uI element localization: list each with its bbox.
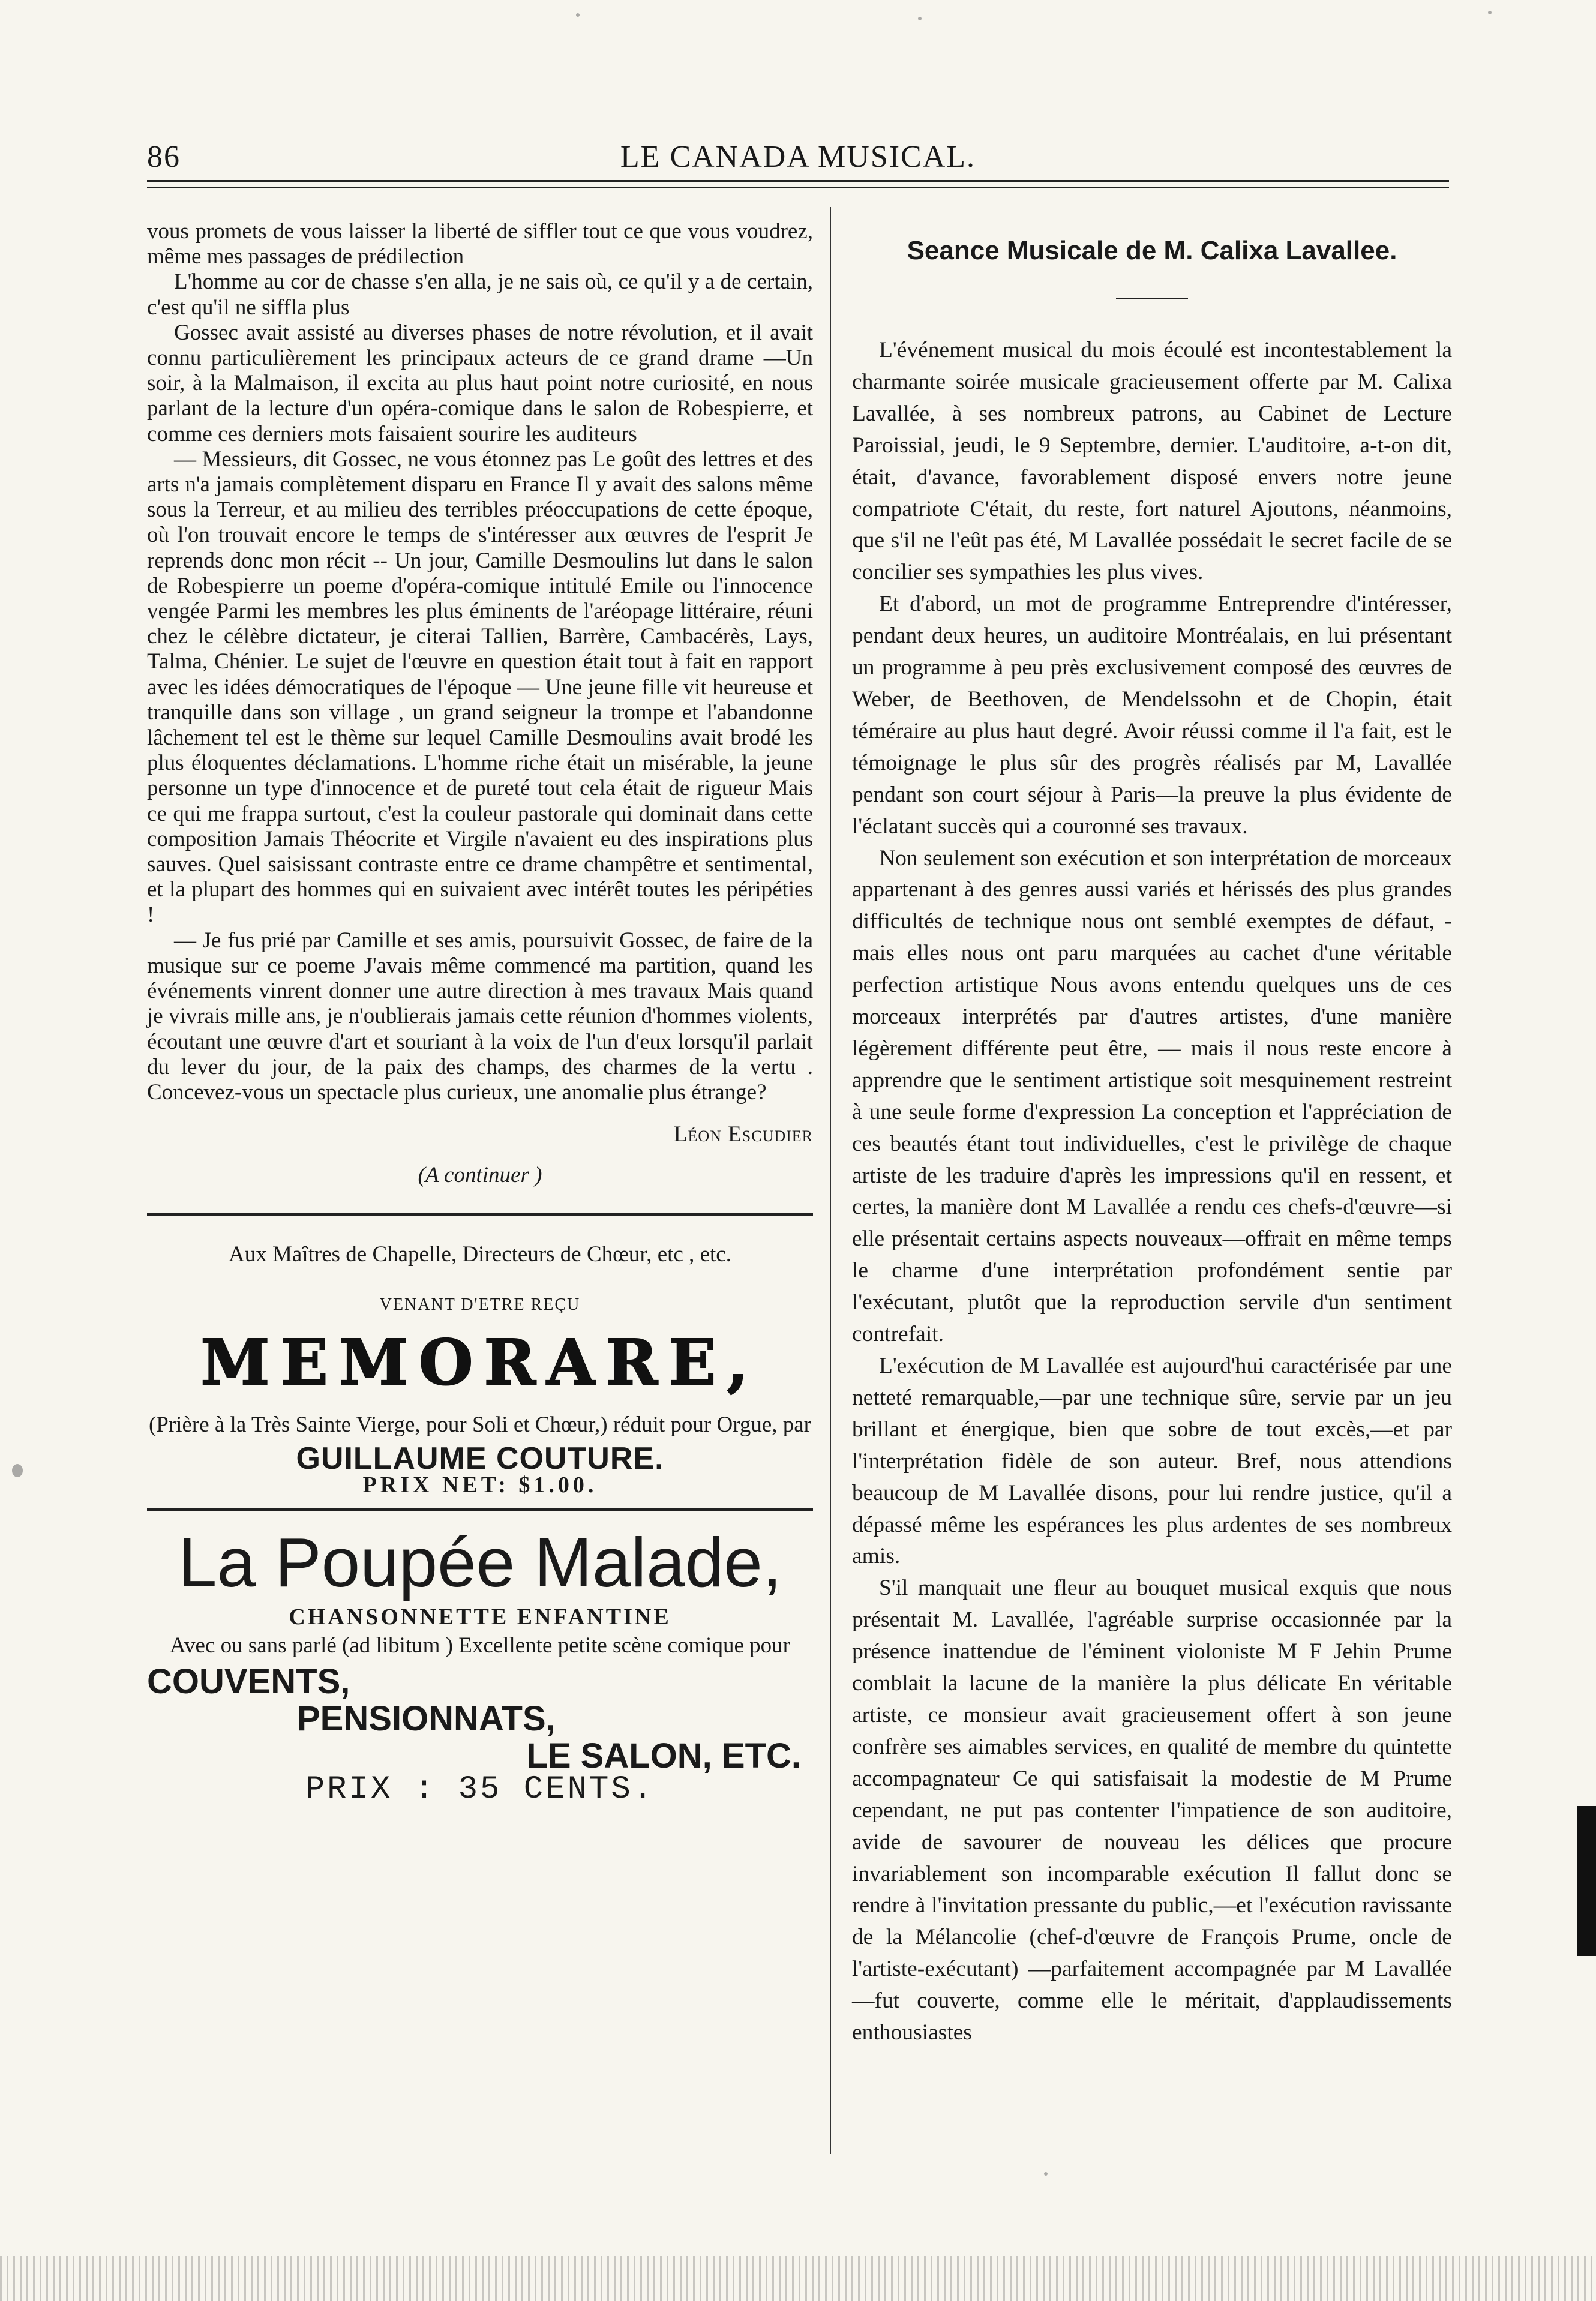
ad-price-poupee: PRIX : 35 CENTS.	[305, 1771, 655, 1808]
left-column	[147, 219, 813, 1808]
ad-rule	[147, 1508, 813, 1511]
paragraph: Gossec avait assisté au diverses phases de notre révolution, et il avait connu particulièrement les principaux acteurs de ce grand drame —Un soir, à la Malmaison, il excita au plus haut point notre curiosité, en nous parlant de la lecture d'un opéra-comique dans le salon de Robespierre, et comme ces derniers mots faisaient sourire les auditeurs	[147, 320, 813, 446]
scan-edge-mark	[1577, 1806, 1596, 1956]
scan-bottom-noise	[0, 2256, 1596, 2301]
to-be-continued: (A continuer )	[418, 1163, 542, 1188]
ad-priere: (Prière à la Très Sainte Vierge, pour Soli et Chœur,) réduit pour Orgue, par	[148, 1412, 812, 1437]
paragraph: L'exécution de M Lavallée est aujourd'hui caractérisée par une netteté remarquable,—par une technique sûre, servie par un jeu brillant et énergique, bien que sobre de tout excès,—et par l'interprétation fidèle de son auteur. Bref, nous attendions beaucoup de M Lavallée disons, pour lui rendre justice, qu'il a dépassé même les espérances les plus ardentes de ses nombreux amis.	[852, 1354, 1452, 1569]
paragraph: vous promets de vous laisser la liberté de siffler tout ce que vous voudrez, même mes passages de prédilection	[147, 219, 813, 269]
paragraph: Non seulement son exécution et son interprétation de morceaux appartenant à des genres aussi variés et hérissés des plus grandes difficultés de technique nous ont semblé exemptes de défaut, - mais elles nous ont paru marquées au cachet d'une véritable perfection artistique Nous avons entendu quelques uns de ces morceaux interprétés par d'autres artistes, d'une manière légèrement différente peut être, — mais il nous reste encore à apprendre que le sentiment artistique soit mesquinement restreint à une seule forme d'expression La conception et l'appréciation de ces beautés étant tout individuelles, c'est le privilège de chaque artiste de les traduire d'après les impressions qu'il en ressent, et certes, la manière dont M Lavallée a rendu ces chefs-d'œuvre—si elle présentait certains aspects nouveaux—offrait en même temps le charme d'une interprétation profondément sentie par l'exécutant, plutôt que la reproduction servile d'un sentiment contrefait.	[852, 845, 1452, 1347]
scan-speck	[576, 13, 580, 17]
scan-speck	[12, 1464, 23, 1477]
ad-place: COUVENTS,	[147, 1661, 350, 1701]
ad-price: PRIX NET: $1.00.	[362, 1472, 598, 1498]
article-title: Seance Musicale de M. Calixa Lavallee.	[907, 236, 1397, 265]
running-header	[147, 132, 1449, 180]
ad-venant: VENANT D'ETRE REÇU	[379, 1295, 581, 1314]
header-rule	[147, 180, 1449, 182]
journal-title: LE CANADA MUSICAL.	[620, 140, 976, 174]
ad-composer: GUILLAUME COUTURE.	[296, 1441, 664, 1477]
ad-memorare-title: MEMORARE,	[200, 1325, 760, 1399]
ad-places	[147, 1663, 813, 1775]
ad-description: Avec ou sans parlé (ad libitum ) Excellente petite scène comique pour	[170, 1633, 790, 1658]
ad-place: PENSIONNATS,	[297, 1699, 556, 1738]
advertisement	[147, 1241, 813, 1808]
paragraph: — Messieurs, dit Gossec, ne vous étonnez pas Le goût des lettres et des arts n'a jamais complètement disparu en France Il y avait des salons même sous la Terreur, et au milieu des terribles préoccupations de cette époque, où l'on trouvait encore le temps de s'intéresser aux œuvres de l'esprit Je reprends donc mon récit -- Un jour, Camille Desmoulins lut dans le salon de Robespierre un poeme d'opéra-comique intitulé Emile ou l'innocence vengée Parmi les membres les plus éminents de l'aréopage littéraire, réuni chez le célèbre dictateur, je citerai Tallien, Barrère, Cambacérès, Lays, Talma, Chénier. Le sujet de l'œuvre en question était tout à fait en rapport avec les idées démocratiques de l'époque — Une jeune fille vit heureuse et tranquille dans son village , un grand seigneur la trompe et l'abandonne lâchement tel est le thème sur lequel Camille Desmoulins avait brodé les plus éloquentes déclamations. L'homme riche était un misérable, la jeune personne un type d'innocence et de pureté tout cela était de rigueur Mais ce qui me frappa surtout, c'est la couleur pastorale qui dominait dans cette composition Jamais Théocrite et Virgile n'avaient eu des inspirations plus sauves. Quel saisissant contraste entre ce drame champêtre et sentimental, et la plupart des hommes qui en suivaient avec intérêt toutes les péripéties !	[147, 446, 813, 928]
column-divider	[830, 207, 831, 2154]
ad-place: LE SALON, ETC.	[526, 1736, 801, 1775]
title-rule	[1116, 298, 1188, 299]
ad-chansonnette: CHANSONNETTE ENFANTINE	[289, 1604, 671, 1630]
author-signature: Léon Escudier	[673, 1122, 813, 1147]
header-rule-thin	[147, 187, 1449, 188]
paragraph: L'homme au cor de chasse s'en alla, je ne sais où, ce qu'il y a de certain, c'est qu'il ne siffla plus	[147, 269, 813, 320]
ad-poupee-title: La Poupée Malade,	[178, 1523, 782, 1601]
right-column	[852, 216, 1452, 2049]
ad-addressees: Aux Maîtres de Chapelle, Directeurs de Chœur, etc , etc.	[229, 1241, 731, 1267]
paragraph: Et d'abord, un mot de programme Entreprendre d'intéresser, pendant deux heures, un auditoire Montréalais, en lui présentant un programme à peu près exclusivement composé des œuvres de Weber, de Beethoven, de Mendelssohn et de Chopin, était téméraire au plus haut degré. Avoir réussi comme il l'a fait, est le témoignage le plus sûr des progrès réalisés par M, Lavallée pendant son court séjour à Paris—la preuve la plus évidente de l'éclatant succès qui a couronné ses travaux.	[852, 592, 1452, 839]
paragraph: L'événement musical du mois écoulé est incontestablement la charmante soirée musicale gracieusement offerte par M. Calixa Lavallée, à ses nombreux patrons, au Cabinet de Lecture Paroissial, jeudi, le 9 Septembre, dernier. L'auditoire, a-t-on dit, était, d'avance, favorablement disposé envers notre jeune compatriote C'était, du reste, fort naturel Ajoutons, néanmoins, que s'il ne l'eût pas été, M Lavallée possédait le secret facile de se concilier ses sympathies les plus vives.	[852, 338, 1452, 585]
scan-speck	[1488, 11, 1492, 14]
paragraph: — Je fus prié par Camille et ses amis, poursuivit Gossec, de faire de la musique sur ce poeme J'avais même commencé ma partition, quand les événements vinrent donner une autre direction à mes travaux Mais quand je vivrais mille ans, je n'oublierais jamais cette réunion d'hommes violents, écoutant une œuvre d'art et souriant à la voix de l'un d'eux lorsqu'il parlait du lever du jour, de la paix des champs, des charmes de la vertu . Concevez-vous un spectacle plus curieux, une anomalie plus étrange?	[147, 928, 813, 1105]
page-number: 86	[147, 140, 181, 174]
scan-speck	[918, 17, 922, 20]
section-rule	[147, 1213, 813, 1216]
paragraph: S'il manquait une fleur au bouquet musical exquis que nous présentait M. Lavallée, l'agréable surprise occasionnée par la présence inattendue de l'éminent violoniste M F Jehin Prume comblait la lacune de la manière la plus délicate En véritable artiste, ce monsieur avait gracieusement offert à son jeune confrère ses aimables services, en qualité de membre du quintette accompagnateur Ce qui satisfaisait la modestie de M Prume cependant, ne put pas contenter l'impatience de son auditoire, avide de savourer de nouveau les délices que procure invariablement son incomparable exécution Il fallut donc se rendre à l'invitation pressante du public,—et l'exécution ravissante de la Mélancolie (chef-d'œuvre de François Prume, oncle de l'artiste-exécutant) —parfaitement accompagnée par M Lavallée—fut couverte, comme elle le méritait, d'applaudissements enthousiastes	[852, 1576, 1452, 2045]
scan-speck	[1044, 2172, 1048, 2176]
